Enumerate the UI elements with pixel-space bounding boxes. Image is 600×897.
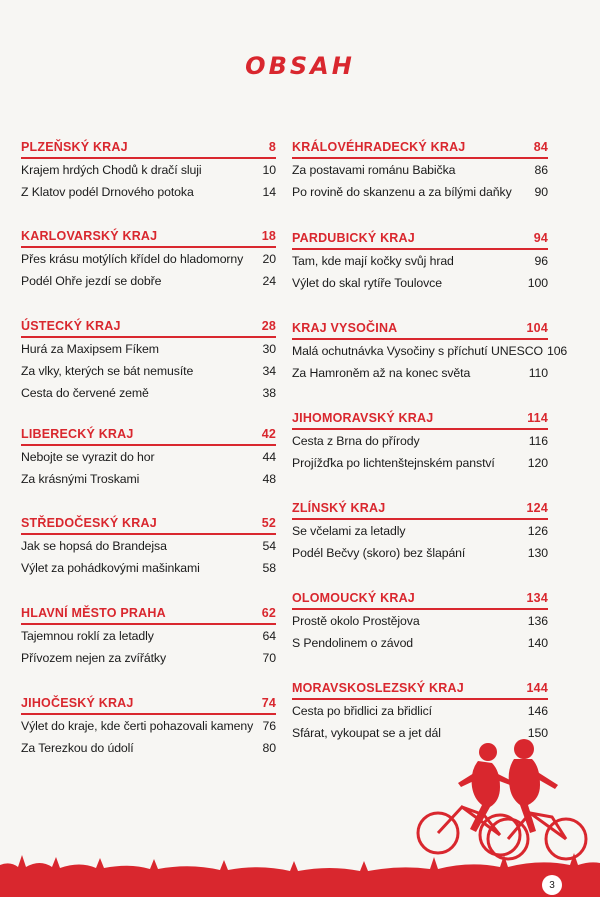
toc-entry[interactable] — [21, 382, 276, 404]
section-title: LIBERECKÝ KRAJ — [21, 427, 134, 441]
section-page: 114 — [527, 411, 548, 425]
toc-section-kralovehradecky — [292, 138, 548, 203]
section-title: JIHOČESKÝ KRAJ — [21, 696, 134, 710]
toc-entry[interactable] — [292, 159, 548, 181]
entry-page: 110 — [528, 366, 548, 380]
entry-title: Přes krásu motýlích křídel do hladomorny — [21, 252, 244, 266]
toc-section-plzensky — [21, 138, 276, 203]
entry-title: Za vlky, kterých se bát nemusíte — [21, 364, 194, 378]
entry-page: 116 — [528, 434, 548, 448]
entry-page: 106 — [546, 344, 568, 358]
toc-entry[interactable] — [21, 248, 276, 270]
toc-entry[interactable] — [292, 610, 548, 632]
entry-title: Výlet do skal rytíře Toulovce — [292, 276, 442, 290]
toc-entry[interactable] — [21, 625, 276, 647]
entry-title: Tam, kde mají kočky svůj hrad — [292, 254, 454, 268]
section-title: HLAVNÍ MĚSTO PRAHA — [21, 606, 166, 620]
entry-title: Prostě okolo Prostějova — [292, 614, 420, 628]
entry-page: 76 — [262, 719, 276, 733]
entry-title: Krajem hrdých Chodů k dračí sluji — [21, 163, 202, 177]
section-heading[interactable] — [21, 317, 276, 338]
section-page: 124 — [526, 501, 548, 515]
toc-section-stredocesky — [21, 514, 276, 579]
toc-section-moravskoslezsky — [292, 679, 548, 744]
toc-entry[interactable] — [292, 272, 548, 294]
toc-section-liberecky — [21, 425, 276, 490]
entry-title: Výlet za pohádkovými mašinkami — [21, 561, 200, 575]
toc-section-olomoucky — [292, 589, 548, 654]
section-page: 134 — [526, 591, 548, 605]
entry-page: 30 — [262, 342, 276, 356]
entry-page: 48 — [262, 472, 276, 486]
toc-section-pardubicky — [292, 229, 548, 294]
section-heading[interactable] — [21, 604, 276, 625]
entry-page: 86 — [534, 163, 548, 177]
toc-section-vysocina — [292, 319, 568, 384]
entry-title: Podél Ohře jezdí se dobře — [21, 274, 162, 288]
section-heading[interactable] — [21, 227, 276, 248]
toc-entry[interactable] — [21, 360, 276, 382]
section-page: 62 — [261, 606, 276, 620]
toc-entry[interactable] — [21, 159, 276, 181]
entry-page: 34 — [262, 364, 276, 378]
section-heading[interactable] — [292, 229, 548, 250]
entry-page: 146 — [527, 704, 548, 718]
entry-title: Po rovině do skanzenu a za bílými daňky — [292, 185, 512, 199]
section-title: MORAVSKOSLEZSKÝ KRAJ — [292, 681, 464, 695]
section-heading[interactable] — [292, 409, 548, 430]
toc-entry[interactable] — [292, 542, 548, 564]
entry-title: Výlet do kraje, kde čerti pohazovali kameny — [21, 719, 254, 733]
toc-entry[interactable] — [292, 340, 568, 362]
entry-page: 140 — [527, 636, 548, 650]
entry-page: 126 — [527, 524, 548, 538]
entry-page: 14 — [262, 185, 276, 199]
toc-entry[interactable] — [292, 430, 548, 452]
section-page: 74 — [261, 696, 276, 710]
entry-page: 96 — [534, 254, 548, 268]
entry-page: 38 — [262, 386, 276, 400]
entry-title: Za krásnými Troskami — [21, 472, 140, 486]
section-title: OLOMOUCKÝ KRAJ — [292, 591, 415, 605]
section-heading[interactable] — [292, 138, 548, 159]
cyclists-silhouette-icon — [0, 737, 600, 897]
entry-title: Podél Bečvy (skoro) bez šlapání — [292, 546, 466, 560]
entry-page: 54 — [262, 539, 276, 553]
toc-entry[interactable] — [292, 362, 548, 384]
section-page: 42 — [261, 427, 276, 441]
page-number: 3 — [542, 875, 562, 895]
toc-entry[interactable] — [292, 520, 548, 542]
toc-section-praha — [21, 604, 276, 669]
section-title: PLZEŇSKÝ KRAJ — [21, 140, 128, 154]
toc-entry[interactable] — [21, 647, 276, 669]
entry-page: 70 — [262, 651, 276, 665]
entry-page: 20 — [262, 252, 276, 266]
toc-entry[interactable] — [21, 446, 276, 468]
toc-entry[interactable] — [292, 452, 548, 474]
section-heading[interactable] — [21, 138, 276, 159]
section-page: 52 — [261, 516, 276, 530]
section-page: 28 — [261, 319, 276, 333]
entry-page: 90 — [534, 185, 548, 199]
entry-page: 64 — [262, 629, 276, 643]
toc-entry[interactable] — [21, 535, 276, 557]
section-heading[interactable] — [292, 679, 548, 700]
entry-title: Malá ochutnávka Vysočiny s příchutí UNESCO — [292, 344, 543, 358]
section-title: PARDUBICKÝ KRAJ — [292, 231, 415, 245]
section-title: ZLÍNSKÝ KRAJ — [292, 501, 386, 515]
entry-title: Hurá za Maxipsem Fíkem — [21, 342, 159, 356]
section-page: 84 — [533, 140, 548, 154]
entry-page: 58 — [262, 561, 276, 575]
entry-page: 44 — [262, 450, 276, 464]
toc-entry[interactable] — [21, 557, 276, 579]
section-heading[interactable] — [292, 319, 548, 340]
section-page: 18 — [261, 229, 276, 243]
entry-title: Z Klatov podél Drnového potoka — [21, 185, 194, 199]
toc-entry[interactable] — [21, 715, 276, 737]
entry-title: Cesta po břidlici za břidlicí — [292, 704, 432, 718]
section-page: 94 — [533, 231, 548, 245]
toc-section-ustecky — [21, 317, 276, 404]
toc-entry[interactable] — [21, 181, 276, 203]
entry-title: Cesta z Brna do přírody — [292, 434, 420, 448]
section-title: JIHOMORAVSKÝ KRAJ — [292, 411, 434, 425]
section-page: 104 — [526, 321, 548, 335]
entry-title: Přívozem nejen za zvířátky — [21, 651, 167, 665]
toc-section-jihomoravsky — [292, 409, 548, 474]
entry-title: Za Hamroněm až na konec světa — [292, 366, 471, 380]
section-title: KRÁLOVÉHRADECKÝ KRAJ — [292, 140, 466, 154]
section-title: ÚSTECKÝ KRAJ — [21, 319, 121, 333]
section-page: 8 — [268, 140, 276, 154]
entry-title: S Pendolinem o závod — [292, 636, 414, 650]
entry-page: 10 — [262, 163, 276, 177]
section-title: KARLOVARSKÝ KRAJ — [21, 229, 158, 243]
entry-page: 136 — [527, 614, 548, 628]
entry-title: Nebojte se vyrazit do hor — [21, 450, 155, 464]
entry-title: Jak se hopsá do Brandejsa — [21, 539, 167, 553]
entry-title: Tajemnou roklí za letadly — [21, 629, 154, 643]
section-page: 144 — [526, 681, 548, 695]
entry-title: Projížďka po lichtenštejnském panství — [292, 456, 495, 470]
toc-section-zlinsky — [292, 499, 548, 564]
entry-title: Za Terezkou do údolí — [21, 741, 134, 755]
toc-entry[interactable] — [21, 338, 276, 360]
toc-entry[interactable] — [292, 632, 548, 654]
page-title: OBSAH — [245, 52, 355, 80]
toc-entry[interactable] — [292, 181, 548, 203]
section-heading[interactable] — [21, 425, 276, 446]
toc-entry[interactable] — [21, 270, 276, 292]
entry-page: 150 — [527, 726, 548, 740]
entry-page: 80 — [262, 741, 276, 755]
toc-section-karlovarsky — [21, 227, 276, 292]
entry-page: 120 — [527, 456, 548, 470]
section-heading[interactable] — [21, 694, 276, 715]
toc-entry[interactable] — [21, 468, 276, 490]
toc-entry[interactable] — [292, 700, 548, 722]
entry-title: Cesta do červené země — [21, 386, 149, 400]
entry-title: Za postavami románu Babička — [292, 163, 456, 177]
entry-page: 130 — [527, 546, 548, 560]
section-heading[interactable] — [292, 499, 548, 520]
entry-page: 100 — [527, 276, 548, 290]
section-title: STŘEDOČESKÝ KRAJ — [21, 516, 157, 530]
toc-entry[interactable] — [292, 250, 548, 272]
entry-page: 24 — [262, 274, 276, 288]
section-title: KRAJ VYSOČINA — [292, 321, 398, 335]
section-heading[interactable] — [292, 589, 548, 610]
entry-title: Sfárat, vykoupat se a jet dál — [292, 726, 441, 740]
section-heading[interactable] — [21, 514, 276, 535]
entry-title: Se včelami za letadly — [292, 524, 406, 538]
